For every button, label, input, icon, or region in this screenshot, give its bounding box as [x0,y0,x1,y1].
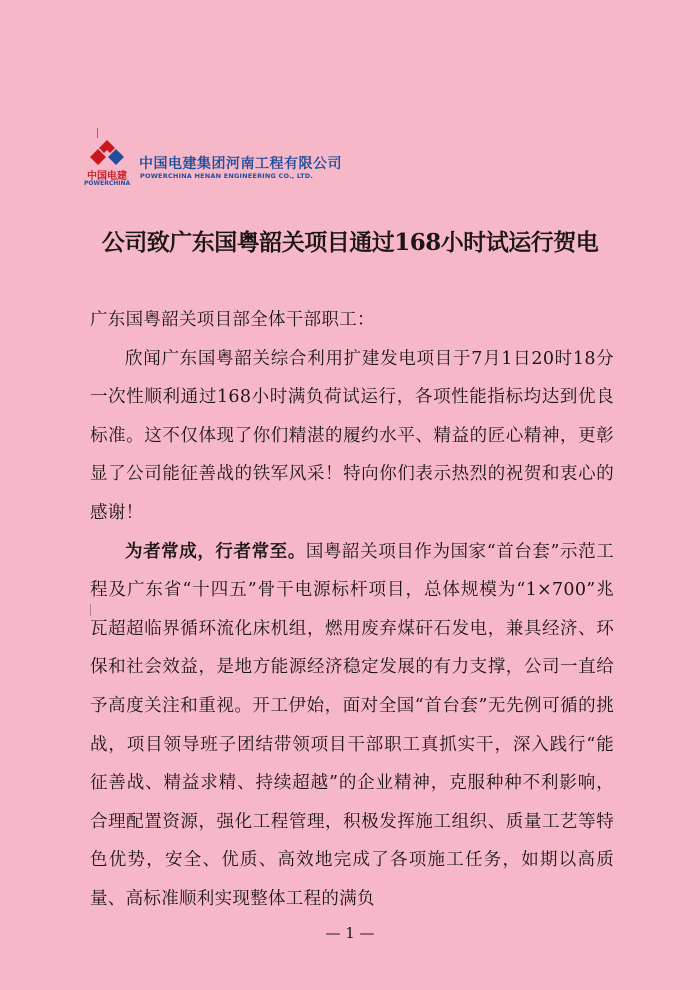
page-number: — 1 — [325,924,375,942]
company-name-cn: 中国电建集团河南工程有限公司 [139,156,342,172]
company-name-en: POWERCHINA HENAN ENGINEERING CO., LTD. [140,172,314,180]
logo-en-text: POWERCHINA [84,180,131,187]
document-title: 公司致广东国粤韶关项目通过168小时试运行贺电 [101,229,599,256]
paragraph: 欣闻广东国粤韶关综合利用扩建发电项目于7月1日20时18分一次性顺利通过168小时满负荷试运行，各项性能指标均达到优良标准。这不仅体现了你们精湛的履约水平、精益的匠心精神，更彰显了公司能征善战的铁军风采！特向你们表示热烈的祝贺和衷心的感谢！ [90,348,614,523]
paragraph [90,533,614,919]
salutation: 广东国粤韶关项目部全体干部职工： [90,310,375,330]
powerchina-logo-icon [90,140,124,166]
margin-mark [97,128,98,138]
powerchina-logo [84,140,132,188]
logo-cn-text: 中国电建 [87,171,127,182]
paragraph-text: 国粤韶关项目作为国家“首台套”示范工程及广东省“十四五”骨干电源标杆项目，总体规模为“1×700”兆瓦超超临界循环流化床机组，燃用废弃煤矸石发电，兼具经济、环保和社会效益，是地方能源经济稳定发展的有力支撑，公司一直给予高度关注和重视。开工伊始，面对全国“首台套”无先例可循的挑战，项目领导班子团结带领项目干部职工真抓实干，深入践行“能征善战、精益求精、持续超越”的企业精神，克服种种不利影响，合理配置资源，强化工程管理，积极发挥施工组织、质量工艺等特色优势，安全、优质、高效地完成了各项施工任务，如期以高质量、高标准顺利实现整体工程的满负 [90,541,615,909]
letterhead [84,140,384,188]
paragraph-lead: 为者常成，行者常至。 [125,541,306,562]
document-body [90,301,614,919]
